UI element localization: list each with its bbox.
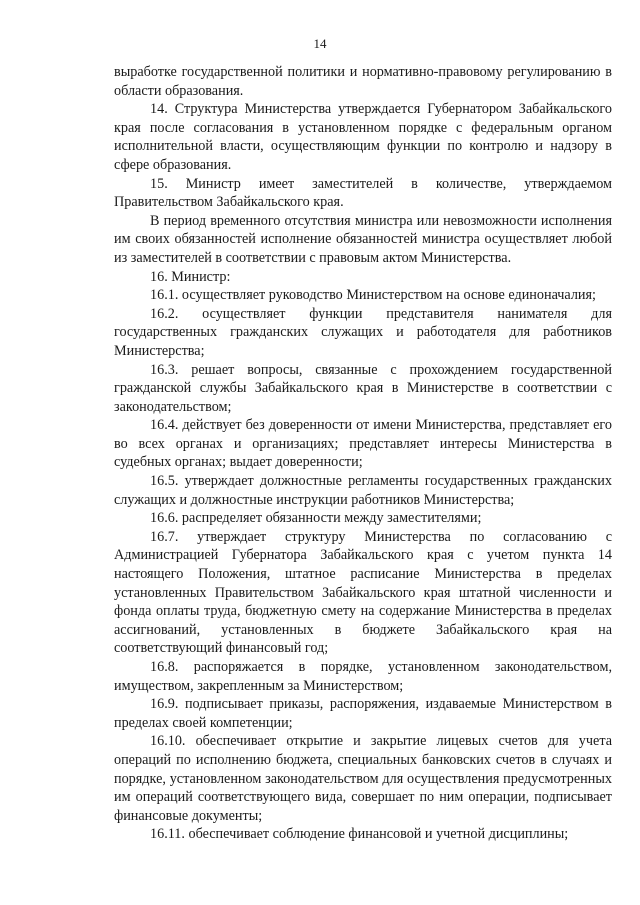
paragraph: В период временного отсутствия министра или невозможности исполнения им своих обязанностей исполнение обязанностей министра осуществляет любой из заместителей в соответствии с правовым актом Министерства. <box>114 212 612 266</box>
paragraph: 16.11. обеспечивает соблюдение финансовой и учетной дисциплины; <box>150 826 569 843</box>
paragraph: 16. Министр: <box>150 268 231 285</box>
paragraph: 16.9. подписывает приказы, распоряжения, издаваемые Министерством в пределах своей компетенции; <box>114 696 612 731</box>
paragraph: 16.10. обеспечивает открытие и закрытие лицевых счетов для учета операций по исполнению бюджета, специальных банковских счетов в случаях и порядке, установленном законодательством для осуществления предусмотренных им операций соответствующего вида, совершает по ним операции, подписывает финансовые документы; <box>114 733 612 824</box>
page-number: 14 <box>313 36 327 51</box>
paragraph: 15. Министр имеет заместителей в количестве, утверждаемом Правительством Забайкальского края. <box>114 175 612 211</box>
paragraph: 16.4. действует без доверенности от имени Министерства, представляет его во всех органах и организациях; представляет интересы Министерства в судебных органах; выдает доверенности; <box>114 417 612 471</box>
paragraph: 16.8. распоряжается в порядке, установленном законодательством, имуществом, закрепленным за Министерством; <box>114 659 612 694</box>
paragraph: 16.6. распределяет обязанности между заместителями; <box>150 510 482 527</box>
paragraph: 16.3. решает вопросы, связанные с прохождением государственной гражданской службы Забайкальского края в Министерстве в соответствии с законодательством; <box>114 361 612 415</box>
paragraph: 14. Структура Министерства утверждается Губернатором Забайкальского края после согласования в установленном порядке с федеральным органом исполнительной власти, осуществляющим функции по контролю и надзору в сфере образования. <box>114 101 612 173</box>
paragraph: 16.1. осуществляет руководство Министерством на основе единоначалия; <box>150 287 596 304</box>
paragraph: выработке государственной политики и нормативно-правовому регулированию в области образования. <box>114 64 612 99</box>
document-body <box>114 63 612 844</box>
paragraph: 16.2. осуществляет функции представителя нанимателя для государственных гражданских служащих и работодателя для работников Министерства; <box>114 305 612 359</box>
paragraph: 16.5. утверждает должностные регламенты государственных гражданских служащих и должностные инструкции работников Министерства; <box>114 473 612 508</box>
paragraph: 16.7. утверждает структуру Министерства по согласованию с Администрацией Губернатора Забайкальского края с учетом пункта 14 настоящего Положения, штатное расписание Министерства в пределах установленных Правительством Забайкальского края штатной численности и фонда оплаты труда, бюджетную смету на содержание Министерства в пределах ассигнований, установленных в бюджете Забайкальского края на соответствующий финансовый год; <box>114 528 612 657</box>
